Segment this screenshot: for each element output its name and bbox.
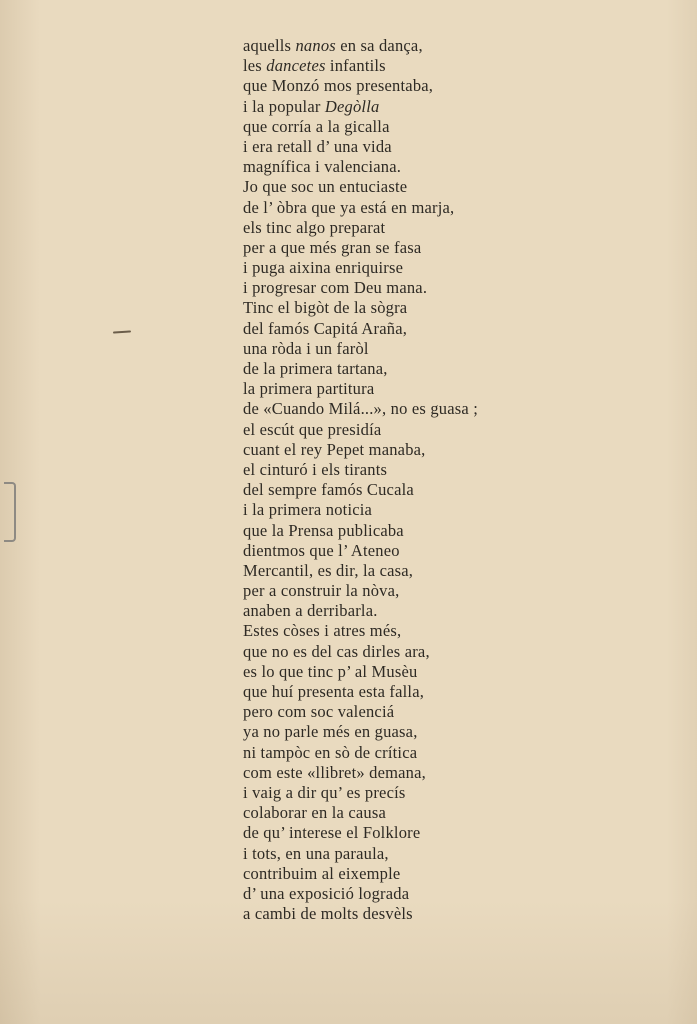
poem-line-italic-text: dancetes [266, 56, 326, 76]
poem-line [243, 521, 563, 541]
poem-line-text: que huí presenta esta falla, [243, 682, 425, 701]
poem-line-text: com este «llibret» demana, [243, 762, 426, 782]
poem-line [243, 783, 563, 803]
poem-line-text: per a que més gran se fasa [243, 237, 422, 257]
poem-line-text: ni tampòc en sò de crítica [243, 742, 418, 762]
poem-line-text: colaborar en la causa [243, 803, 386, 823]
poem-line [243, 198, 563, 218]
poem-line [243, 541, 563, 561]
poem-line [243, 258, 563, 278]
poem-line [243, 500, 563, 520]
poem-line-text: i la primera noticia [243, 500, 373, 520]
poem-line-italic-text: Degòlla [324, 96, 380, 116]
poem-line-text: pero com soc valenciá [243, 702, 395, 722]
poem-line [243, 319, 563, 339]
poem-line-text: i puga aixina enriquirse [243, 258, 404, 278]
poem-line [243, 36, 563, 56]
poem-line-text: a cambi de molts desvèls [243, 904, 413, 924]
poem-line-text: de la primera tartana, [243, 359, 388, 378]
poem-line-text: contribuim al eixemple [243, 863, 401, 883]
poem-line [243, 561, 563, 581]
poem-line-text: infantils [325, 56, 386, 76]
poem-line [243, 460, 563, 480]
poem-line-text: anaben a derribarla. [243, 601, 378, 621]
poem-line-text: dientmos que l’ Ateneo [243, 540, 400, 560]
poem-line [243, 399, 563, 419]
poem-line-text: Jo que soc un entuciaste [243, 177, 408, 197]
poem-line [243, 420, 563, 440]
poem-line-text: el cinturó i els tirants [243, 459, 388, 479]
poem-line-text: que la Prensa publicaba [243, 520, 404, 540]
poem-line-text: la primera partitura [243, 379, 375, 399]
poem-line [243, 864, 563, 884]
poem-line [243, 823, 563, 843]
poem-line [243, 904, 563, 924]
poem-line [243, 177, 563, 197]
poem-line-text: una ròda i un faròl [243, 338, 369, 358]
poem-line [243, 440, 563, 460]
poem-line [243, 298, 563, 318]
poem-line [243, 682, 563, 702]
poem-line [243, 278, 563, 298]
poem-line [243, 359, 563, 379]
poem-line [243, 702, 563, 722]
poem-line-text: que corría a la gicalla [243, 116, 390, 136]
poem-line [243, 339, 563, 359]
poem-line-text: de qu’ interese el Folklore [243, 823, 421, 843]
poem-line [243, 803, 563, 823]
poem-line [243, 601, 563, 621]
poem-line-text: cuant el rey Pepet manaba, [243, 439, 426, 459]
poem-line [243, 76, 563, 96]
poem-line [243, 581, 563, 601]
poem-line-text: i vaig a dir qu’ es precís [243, 782, 406, 802]
poem-line-text: de «Cuando Milá...», no es guasa ; [243, 399, 479, 419]
poem-line-text: ya no parle més en guasa, [243, 722, 418, 742]
poem-line-text: en sa dança, [335, 36, 423, 55]
poem-line [243, 662, 563, 682]
poem-line-text: Mercantil, es dir, la casa, [243, 560, 414, 580]
poem-line-text: i progresar com Deu mana. [243, 278, 428, 298]
poem-line-text: Estes còses i atres més, [243, 621, 402, 641]
poem-line-italic-text: nanos [295, 36, 336, 55]
poem-line-text: el escút que presidía [243, 419, 382, 439]
poem-line-text: es lo que tinc p’ al Musèu [243, 661, 418, 681]
poem-line-text: per a construir la nòva, [243, 581, 400, 601]
poem-line-text: del famós Capitá Araña, [243, 318, 408, 338]
poem-line-text: aquells [243, 36, 296, 55]
poem-line-text: magnífica i valenciana. [243, 157, 402, 177]
poem-line-text: i tots, en una paraula, [243, 843, 389, 863]
poem-line [243, 480, 563, 500]
poem-line [243, 763, 563, 783]
staple [4, 482, 16, 542]
poem-line [243, 157, 563, 177]
poem-line-text: d’ una exposició lograda [243, 883, 410, 903]
poem-line-text: que no es del cas dirles ara, [243, 641, 430, 661]
poem-line-text: i era retall d’ una vida [243, 136, 392, 156]
poem-line-text: de l’ òbra que ya está en marja, [243, 197, 455, 217]
ink-mark [113, 330, 131, 333]
poem-line [243, 56, 563, 76]
poem-line [243, 621, 563, 641]
poem-line-text: els tinc algo preparat [243, 217, 386, 237]
poem-line-text: Tinc el bigòt de la sògra [243, 298, 408, 318]
poem-line-text: les [243, 56, 267, 76]
poem-line [243, 642, 563, 662]
poem-line [243, 117, 563, 137]
poem-line [243, 743, 563, 763]
poem-line [243, 97, 563, 117]
poem-line-text: i la popular [243, 96, 325, 116]
poem-line [243, 722, 563, 742]
poem-line [243, 844, 563, 864]
poem-line [243, 379, 563, 399]
poem-line-text: que Monzó mos presentaba, [243, 76, 434, 96]
poem-line [243, 137, 563, 157]
poem-line [243, 884, 563, 904]
poem-line [243, 218, 563, 238]
poem-line [243, 238, 563, 258]
poem-text [243, 36, 563, 924]
poem-line-text: del sempre famós Cucala [243, 480, 414, 500]
